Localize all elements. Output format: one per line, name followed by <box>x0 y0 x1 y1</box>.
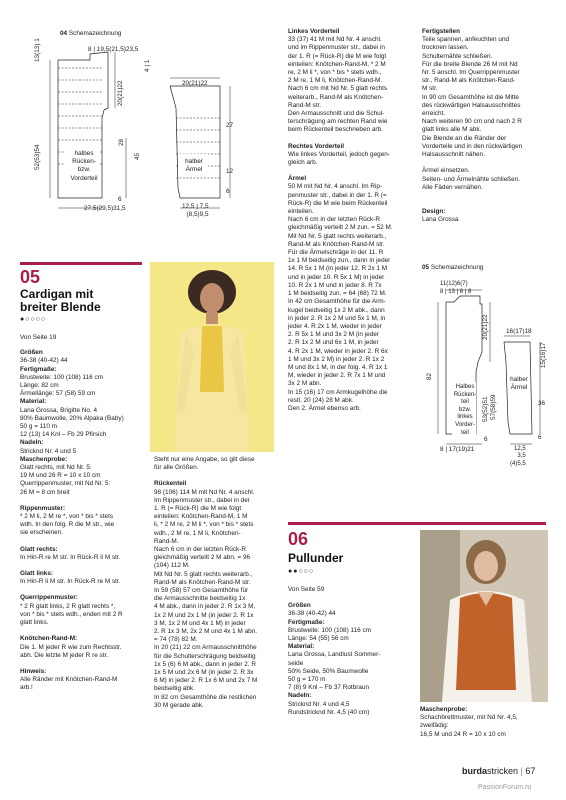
schema-04-top-dims: 8 | 19,5(21,5)23,5 <box>88 46 139 53</box>
p06-material-label: Material: <box>288 643 315 651</box>
p06-sizes-label: Größen <box>288 602 311 610</box>
schema-04-shoulder: 20(21)22 <box>117 80 124 106</box>
footer-brand-bold: burda <box>462 766 488 776</box>
schema-05-mid-57: 57(58)59 <box>490 394 497 420</box>
smooth-right-label: Glatt rechts: <box>20 545 58 553</box>
design-value: Lana Grossa <box>422 216 459 224</box>
pattern-05-number: 05 <box>20 267 41 287</box>
schema-04-sleeve-6: 6 <box>226 188 230 195</box>
p06-gauge-value: Schachbrettmuster, mit Nd Nr. 4,5, zweifädig: 16,5 M und 24 R = 10 x 10 cm <box>420 714 518 738</box>
schema-05-sleeve-36: 36 <box>538 400 546 407</box>
sleeve-label: Ärmel <box>288 175 307 183</box>
measures-value: Brustweite: 100 (108) 116 cm Länge: 82 cm Ärmellänge: 57 (58) 59 cm <box>20 373 103 398</box>
hint-value: Alle Ränder mit Knötchen-Rand-M arb.! <box>20 676 118 692</box>
schema-04-sleeve-bottom: 12,5 | 7,5 (8,5)9,5 <box>182 203 209 219</box>
schema-05-back-label: Halbes Rücken- teil bzw. linkes Vorder- teil <box>453 384 477 436</box>
watermark: PassionForum.ru <box>478 784 532 791</box>
p06-material-value: Lana Grossa, Landlust Sommer- seide 50% Seide, 50% Baumwolle 50 g = 170 m 7 (8) 9 Knl – Fb 37 Rotbraun <box>288 651 381 692</box>
needles-value: Stricknd Nr. 4 und 5 <box>20 447 77 455</box>
sizes-label: Größen <box>20 349 43 357</box>
pattern-05-title: Cardigan mit breiter Blende <box>20 287 101 314</box>
schema-04-6: 6 <box>118 196 122 203</box>
p06-measures-label: Fertigmaße: <box>288 618 325 626</box>
schema-05-sleeve-15: 15(16)17 <box>540 342 547 368</box>
rib-label: Rippenmuster: <box>20 504 66 512</box>
pattern-06-title: Pullunder <box>288 551 344 565</box>
material-value: Lana Grossa, Brigitte No. 4 80% Baumwolle, 20% Alpaka (Baby) 50 g = 110 m 12 (13) 14 Knl – Fb 29 Pfirsich <box>20 406 124 439</box>
schema-04-right-shoulder-side: 4 | 1 <box>144 59 151 72</box>
right-front-value: Wie linkes Vorderteil, jedoch gegen- gleich arb. <box>288 150 390 167</box>
schema-05-mid-53: 53(52)51 <box>482 396 489 422</box>
pattern-05-difficulty: ●○○○○ <box>20 316 47 323</box>
design-line <box>422 200 550 225</box>
smooth-right-value: In Hin-R re M str. In Rück-R li M str. <box>20 553 121 561</box>
schema-05-shoulder: 20(21)22 <box>482 314 489 340</box>
design-label: Design: <box>422 208 446 216</box>
schema-05-sleeve-label: halber Ärmel <box>510 376 528 392</box>
hint-label: Hinweis: <box>20 667 47 675</box>
right-front-label: Rechtes Vorderteil <box>288 142 344 150</box>
schema-04-28: 28 <box>118 138 125 146</box>
pattern-06-number: 06 <box>288 529 309 549</box>
back-section <box>154 456 278 710</box>
finish-section <box>422 28 550 225</box>
schema-05-top-dims: 11(12)6(7) 8 | 13 | 8 | 8 <box>440 281 472 295</box>
schema-04-drawing <box>30 38 250 218</box>
rib-value: * 2 M li, 2 M re *, von * bis * stets wdh. In den folg. R die M str., wie sie erscheinen. <box>20 513 115 537</box>
p06-gauge-label: Maschenprobe: <box>420 706 468 713</box>
footer-brand: burdastricken | 67 <box>462 766 536 776</box>
schema-05-heading <box>422 264 483 271</box>
smooth-left-value: In Hin-R li M str. In Rück-R re M str. <box>20 578 121 586</box>
schema-04-sleeve-top: 20(21)22 <box>182 80 208 87</box>
schema-05-drawing <box>420 282 556 466</box>
cross-rib-label: Querrippenmuster: <box>20 594 78 602</box>
schema-05-number: 05 <box>422 264 430 271</box>
intro-text: Steht nur eine Angabe, so gilt diese für alle Größen. <box>154 456 255 472</box>
schema-04-number: 04 <box>60 30 68 37</box>
schema-04-left-total: 52(53)54 <box>34 144 41 170</box>
p06-needles-value: Stricknd Nr. 4 und 4,5 Rundstricknd Nr. 4,5 (40 cm) <box>288 700 370 716</box>
pattern-06-difficulty: ●●○○○ <box>288 568 315 575</box>
p06-sizes-value: 36-38 (40-42) 44 <box>288 610 336 618</box>
knot-label: Knötchen-Rand-M: <box>20 635 78 643</box>
schema-04-heading <box>60 30 121 37</box>
pattern-06-bar <box>288 522 546 525</box>
gauge-label: Maschenprobe: <box>20 455 68 463</box>
cross-rib-value: * 2 R glatt links, 2 R glatt rechts *, von * bis * stets wdh., enden mit 2 R glatt links. <box>20 602 123 627</box>
left-front-label: Linkes Vorderteil <box>288 28 340 35</box>
sleeve-value: 50 M mit Nd Nr. 4 anschl. Im Rip- penmuster str., dabei in der 1. R (= Rück-R) die M wie beim Rückenteil einteilen. Nach 6 cm in der letzten Rück-R gleichmäßig verteilt 2 M zun. = 52 M. Mit Nd Nr. 5 glatt rechts weiterarb., Rand-M als Knötchen-Rand-M str. Für die Ärmelschräge in der 11. R 1x 1 M beidseitig zun., dann in jeder 14. R 5x 1 M (in jeder 12. R 2x 1 M und in jeder 10. R 5x 1 M) in jeder 10. R 2x 1 M und in jeder 8. R 7x 1 M beidseitig zun. = 64 (68) 72 M. In 42 cm Gesamthöhe für die Arm- kugel beidseitig 1x 2 M abk., dann in jeder 2. R 1x 2 M und 5x 1 M, in jeder 4. R 2x 1 M, wieder in jeder 2. R 5x 1 M und 3x 2 M (in jeder 2. R 1x 2 M und 6x 1 M, in jeder 4. R 2x 1 M, wieder in jeder 2. R 6x 1 M und 3x 2 M) in jeder 2. R 1x 2 M und 8x 1 M, in der folg. 4. R 1x 1 M, wieder in jeder 2. R 7x 1 M und 3x 2 M abn. In 15 (16) 17 cm Armkugelhöhe die restl. 20 (24) 28 M abk. Den 2. Ärmel ebenso arb. <box>288 183 393 412</box>
finish-value: Teile spannen, anfeuchten und trocknen lassen. Schulternähte schließen. Für die breite Blende 26 M mit Nd Nr. 5 anschl. Im Querrippenmuster str., Rand-M als Knötchen-Rand- M str. In 90 cm Gesamthöhe ist die Mitte des rückwärtigen Halsausschnittes erreicht. Nach weiteren 90 cm und nach 2 R glatt links alle M abk. Die Blende an die Ränder der Vorderteile und in den rückwärtigen Halsausschnitt nähen. Ärmel einsetzen. Seiten- und Ärmelnähte schließen. Alle Fäden vernähen. <box>422 36 523 191</box>
cardigan-photo <box>150 262 274 452</box>
gauge-value: Glatt rechts, mit Nd Nr. 5: 19 M und 26 R = 10 x 10 cm Querrippenmuster, mit Nd Nr. 5: 26 M = 8 cm breit <box>20 464 111 496</box>
schema-04-sleeve-label: halber Ärmel <box>185 158 203 174</box>
schema-04-45: 45 <box>134 152 141 160</box>
schema-04-title: Schemazeichnung <box>68 30 122 37</box>
schema-04-bottom-left: 27,5(29,5)31,5 <box>84 205 126 212</box>
schema-05-mid-6: 6 <box>484 436 488 443</box>
schema-05-sleeve-6: 6 <box>538 434 542 441</box>
schema-05-sleeve-bottom: 12,5 3,5 (4)5,5 <box>510 446 526 467</box>
page-number: 67 <box>525 766 536 776</box>
schema-05-left-total: 82 <box>426 372 433 380</box>
back-label: Rückenteil <box>154 480 187 488</box>
from-page: Von Seite 19 <box>20 334 57 341</box>
schema-04-sleeve-12: 12 <box>226 168 234 175</box>
schema-05-bottom-left: 8 | 17(19)21 <box>440 446 475 453</box>
schema-04-back-label: halbes Rücken- bzw. Vorderteil <box>70 150 98 182</box>
needles-label: Nadeln: <box>20 439 44 447</box>
schema-04-sleeve-27: 27 <box>226 122 234 129</box>
front-sleeve-section <box>288 28 412 413</box>
p06-from-page: Von Seite 59 <box>288 586 325 593</box>
schema-05-sleeve-top: 16(17)18 <box>506 328 532 335</box>
measures-label: Fertigmaße: <box>20 365 57 373</box>
footer-brand-rest: stricken <box>487 766 519 776</box>
p06-needles-label: Nadeln: <box>288 692 312 700</box>
knot-value: Die 1. M jeder R wie zum Rechtsstr. abh. Die letzte M jeder R re str. <box>20 643 122 659</box>
p06-gauge <box>420 706 556 739</box>
back-value: 98 (106) 114 M mit Nd Nr. 4 anschl. Im Rippenmuster str., dabei in der 1. R (= Rück-R) die M wie folgt einteilen: Knötchen-Rand-M, 1 M li, * 2 M re, 2 M li *, von * bis * stets wdh., 2 M re, 1 M li, Knötchen- Rand-M. Nach 6 cm in der letzten Rück-R gleichmäßig verteilt 2 M abn. = 96 (104) 112 M. Mit Nd Nr. 5 glatt rechts weiterarb., Rand-M als Knötchen-Rand-M str. In 59 (58) 57 cm Gesamthöhe für die Armausschnitte beidseitig 1x 4 M abk., dann in jeder 2. R 1x 3 M, 1x 2 M und 2x 1 M (in jeder 2. R 1x 3 M, 1x 2 M und 4x 1 M) in jeder 2. R 1x 3 M, 2x 2 M und 4x 1 M abn. = 74 (78) 82 M. In 20 (21) 22 cm Armausschnitthöhe für die Schulterschrägung beidseitig 1x 5 (6) 6 M abk., dann in jeder 2. R 1x 5 M und 2x 6 M (in jeder 2. R 3x 6 M) in jeder 2. R 1x 6 M und 2x 7 M beidseitig abk. In 82 cm Gesamthöhe die restlichen 30 M gerade abk. <box>154 488 258 709</box>
pattern-06-details <box>288 586 414 717</box>
pattern-05-details <box>20 334 146 693</box>
left-front-value: 33 (37) 41 M mit Nd Nr. 4 anschl. und im Rippenmuster str., dabei in der 1. R (= Rück-R) die M wie folgt einteilen: Knötchen-Rand-M, * 2 M re, 2 M li *, von * bis * stets wdh., 2 M re, 1 M li, Knötchen-Rand-M. Nach 6 cm mit Nd Nr. 5 glatt rechts weiterarb., Rand-M als Knötchen- Rand-M str. Den Armausschnitt und die Schul- terschrägung am rechten Rand wie beim Rückenteil beschrieben arb. <box>288 36 388 134</box>
p06-measures-value: Brustweite: 100 (108) 116 cm Länge: 54 (55) 56 cm <box>288 626 371 643</box>
material-label: Material: <box>20 398 47 406</box>
schema-05-title: Schemazeichnung <box>430 264 484 271</box>
finish-label: Fertigstellen <box>422 28 460 35</box>
sizes-value: 36-38 (40-42) 44 <box>20 357 68 365</box>
pullunder-photo <box>420 530 548 702</box>
pattern-05-bar <box>20 262 142 265</box>
smooth-left-label: Glatt links: <box>20 570 54 578</box>
schema-04-left-side: 13(13) 1 <box>34 38 41 62</box>
